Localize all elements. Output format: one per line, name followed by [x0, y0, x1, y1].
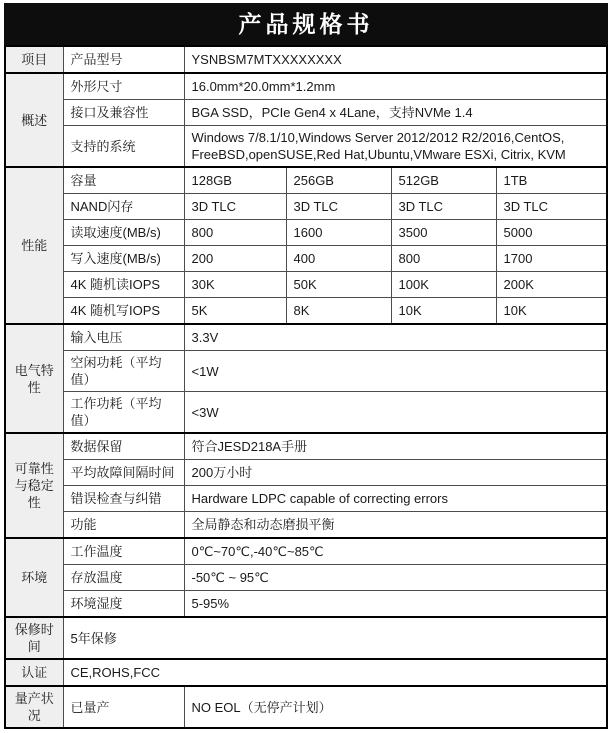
row-data-retention [5, 433, 607, 460]
value-capacity-1tb: 1TB [496, 167, 607, 194]
value-rriops-4: 200K [496, 272, 607, 298]
value-rriops-2: 50K [286, 272, 391, 298]
value-interface: BGA SSD，PCIe Gen4 x 4Lane，支持NVMe 1.4 [184, 100, 607, 126]
label-active-power: 工作功耗（平均值） [63, 392, 184, 434]
group-cell-electrical: 电气特性 [5, 324, 63, 433]
value-nand-1: 3D TLC [184, 194, 286, 220]
row-capacity [5, 167, 607, 194]
label-input-voltage: 输入电压 [63, 324, 184, 351]
row-humidity [5, 591, 607, 618]
row-operating-temp [5, 538, 607, 565]
value-mtbf: 200万小时 [184, 460, 607, 486]
label-nand: NAND闪存 [63, 194, 184, 220]
value-data-retention: 符合JESD218A手册 [184, 433, 607, 460]
label-random-read-iops: 4K 随机读IOPS [63, 272, 184, 298]
label-random-write-iops: 4K 随机写IOPS [63, 298, 184, 325]
label-idle-power: 空闲功耗（平均值） [63, 351, 184, 392]
value-capacity-256: 256GB [286, 167, 391, 194]
label-dimensions: 外形尺寸 [63, 73, 184, 100]
value-capacity-512: 512GB [391, 167, 496, 194]
group-cell-performance: 性能 [5, 167, 63, 324]
value-warranty: 5年保修 [63, 617, 607, 659]
value-nand-2: 3D TLC [286, 194, 391, 220]
label-storage-temp: 存放温度 [63, 565, 184, 591]
value-rwiops-4: 10K [496, 298, 607, 325]
group-cell-production: 量产状况 [5, 686, 63, 728]
row-nand [5, 194, 607, 220]
row-wear-leveling [5, 512, 607, 539]
label-mtbf: 平均故障间隔时间 [63, 460, 184, 486]
label-capacity: 容量 [63, 167, 184, 194]
group-cell-certification: 认证 [5, 659, 63, 686]
value-model: YSNBSM7MTXXXXXXXX [184, 46, 607, 73]
value-certification: CE,ROHS,FCC [63, 659, 607, 686]
row-model [5, 46, 607, 73]
value-rwiops-2: 8K [286, 298, 391, 325]
value-active-power: <3W [184, 392, 607, 434]
value-rwiops-3: 10K [391, 298, 496, 325]
label-wear-leveling: 功能 [63, 512, 184, 539]
value-idle-power: <1W [184, 351, 607, 392]
spec-table [4, 45, 608, 729]
value-write-1: 200 [184, 246, 286, 272]
label-supported-os: 支持的系统 [63, 126, 184, 168]
value-ecc: Hardware LDPC capable of correcting errors [184, 486, 607, 512]
value-read-4: 5000 [496, 220, 607, 246]
row-certification [5, 659, 607, 686]
row-dimensions [5, 73, 607, 100]
row-storage-temp [5, 565, 607, 591]
row-production-status [5, 686, 607, 728]
page-title: 产品规格书 [4, 3, 608, 45]
value-input-voltage: 3.3V [184, 324, 607, 351]
group-cell-environment: 环境 [5, 538, 63, 617]
value-write-2: 400 [286, 246, 391, 272]
label-model: 产品型号 [63, 46, 184, 73]
label-mass-production: 已量产 [63, 686, 184, 728]
value-wear-leveling: 全局静态和动态磨损平衡 [184, 512, 607, 539]
row-random-write-iops [5, 298, 607, 325]
label-write-speed: 写入速度(MB/s) [63, 246, 184, 272]
label-interface: 接口及兼容性 [63, 100, 184, 126]
row-ecc [5, 486, 607, 512]
value-rriops-3: 100K [391, 272, 496, 298]
value-rwiops-1: 5K [184, 298, 286, 325]
label-ecc: 错误检查与纠错 [63, 486, 184, 512]
value-rriops-1: 30K [184, 272, 286, 298]
value-write-4: 1700 [496, 246, 607, 272]
row-supported-os [5, 126, 607, 168]
value-dimensions: 16.0mm*20.0mm*1.2mm [184, 73, 607, 100]
value-humidity: 5-95% [184, 591, 607, 618]
group-cell-items: 项目 [5, 46, 63, 73]
row-input-voltage [5, 324, 607, 351]
row-mtbf [5, 460, 607, 486]
label-read-speed: 读取速度(MB/s) [63, 220, 184, 246]
value-read-1: 800 [184, 220, 286, 246]
value-capacity-128: 128GB [184, 167, 286, 194]
group-cell-reliability: 可靠性与稳定性 [5, 433, 63, 538]
value-nand-3: 3D TLC [391, 194, 496, 220]
group-cell-overview: 概述 [5, 73, 63, 167]
row-interface [5, 100, 607, 126]
value-storage-temp: -50℃ ~ 95℃ [184, 565, 607, 591]
value-operating-temp: 0℃~70℃,-40℃~85℃ [184, 538, 607, 565]
group-cell-warranty: 保修时间 [5, 617, 63, 659]
label-data-retention: 数据保留 [63, 433, 184, 460]
value-nand-4: 3D TLC [496, 194, 607, 220]
row-active-power [5, 392, 607, 434]
value-no-eol: NO EOL（无停产计划） [184, 686, 607, 728]
value-read-3: 3500 [391, 220, 496, 246]
row-idle-power [5, 351, 607, 392]
value-read-2: 1600 [286, 220, 391, 246]
label-humidity: 环境湿度 [63, 591, 184, 618]
label-operating-temp: 工作温度 [63, 538, 184, 565]
row-read-speed [5, 220, 607, 246]
value-write-3: 800 [391, 246, 496, 272]
row-random-read-iops [5, 272, 607, 298]
row-write-speed [5, 246, 607, 272]
value-supported-os: Windows 7/8.1/10,Windows Server 2012/2012 R2/2016,CentOS, FreeBSD,openSUSE,Red Hat,Ubuntu,VMware ESXi, Citrix, KVM [184, 126, 607, 168]
